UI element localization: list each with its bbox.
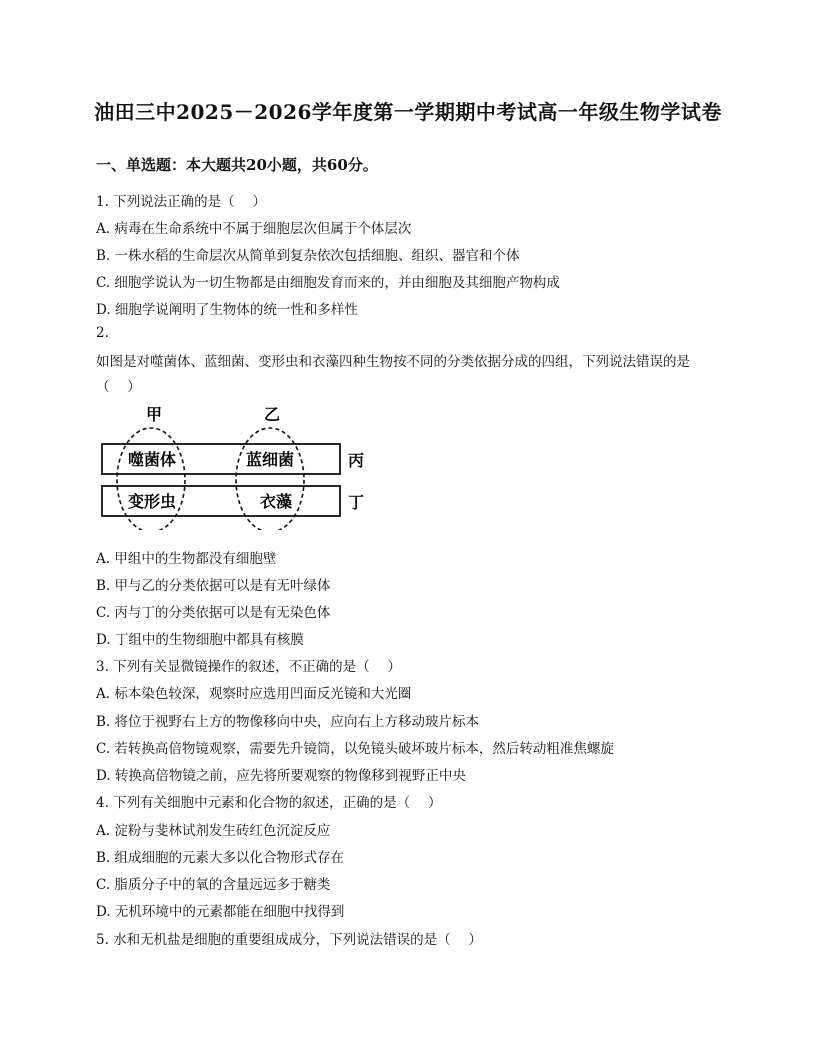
question-4-option-c: C. 脂质分子中的氧的含量远远多于糖类 (96, 877, 331, 893)
question-3-option-c: C. 若转换高倍物镜观察，需要先升镜筒，以免镜头破坏玻片标本，然后转动粗准焦螺旋 (96, 741, 614, 757)
question-4-option-a: A. 淀粉与斐林试剂发生砖红色沉淀反应 (96, 823, 331, 839)
question-4-option-b: B. 组成细胞的元素大多以化合物形式存在 (96, 850, 345, 866)
section-heading: 一、单选题：本大题共20小题，共60分。 (96, 156, 378, 174)
question-1-option-c: C. 细胞学说认为一切生物都是由细胞发育而来的，并由细胞及其细胞产物构成 (96, 275, 560, 291)
question-3-option-d: D. 转换高倍物镜之前，应先将所要观察的物像移到视野正中央 (96, 768, 466, 784)
question-1-option-d: D. 细胞学说阐明了生物体的统一性和多样性 (96, 302, 358, 318)
classification-figure (100, 402, 380, 530)
label-bing: 丙 (347, 451, 365, 470)
question-2-option-a: A. 甲组中的生物都没有细胞壁 (96, 551, 277, 567)
label-jia: 甲 (145, 405, 163, 424)
question-2-stem-line2: （ ） (96, 379, 141, 395)
cell-cyanobacteria: 蓝细菌 (245, 450, 295, 469)
question-4-option-d: D. 无机环境中的元素都能在细胞中找得到 (96, 904, 345, 920)
label-yi: 乙 (263, 405, 281, 424)
question-3-stem: 3. 下列有关显微镜操作的叙述，不正确的是（ ） (96, 659, 401, 675)
question-1-stem: 1. 下列说法正确的是（ ） (96, 194, 266, 210)
question-3-option-a: A. 标本染色较深，观察时应选用凹面反光镜和大光圈 (96, 686, 412, 702)
question-2-option-d: D. 丁组中的生物细胞中都具有核膜 (96, 632, 304, 648)
question-2-option-b: B. 甲与乙的分类依据可以是有无叶绿体 (96, 578, 331, 594)
classification-diagram (100, 402, 380, 530)
question-3-option-b: B. 将位于视野右上方的物像移向中央，应向右上方移动玻片标本 (96, 714, 480, 730)
exam-title: 油田三中2025－2026学年度第一学期期中考试高一年级生物学试卷 (94, 100, 722, 124)
question-1-option-b: B. 一株水稻的生命层次从简单到复杂依次包括细胞、组织、器官和个体 (96, 248, 520, 264)
question-1-option-a: A. 病毒在生命系统中不属于细胞层次但属于个体层次 (96, 221, 412, 237)
cell-amoeba: 变形虫 (127, 492, 177, 511)
question-4-stem: 4. 下列有关细胞中元素和化合物的叙述，正确的是（ ） (96, 795, 442, 811)
cell-chlamydomonas: 衣藻 (259, 492, 293, 511)
label-ding: 丁 (347, 493, 365, 512)
cell-phage: 噬菌体 (127, 450, 177, 469)
question-2-option-c: C. 丙与丁的分类依据可以是有无染色体 (96, 605, 331, 621)
question-5-stem: 5. 水和无机盐是细胞的重要组成成分，下列说法错误的是（ ） (96, 932, 482, 948)
question-2-number: 2. (96, 325, 109, 341)
question-2-stem-line1: 如图是对噬菌体、蓝细菌、变形虫和衣藻四种生物按不同的分类依据分成的四组，下列说法错误的是 (96, 354, 690, 370)
